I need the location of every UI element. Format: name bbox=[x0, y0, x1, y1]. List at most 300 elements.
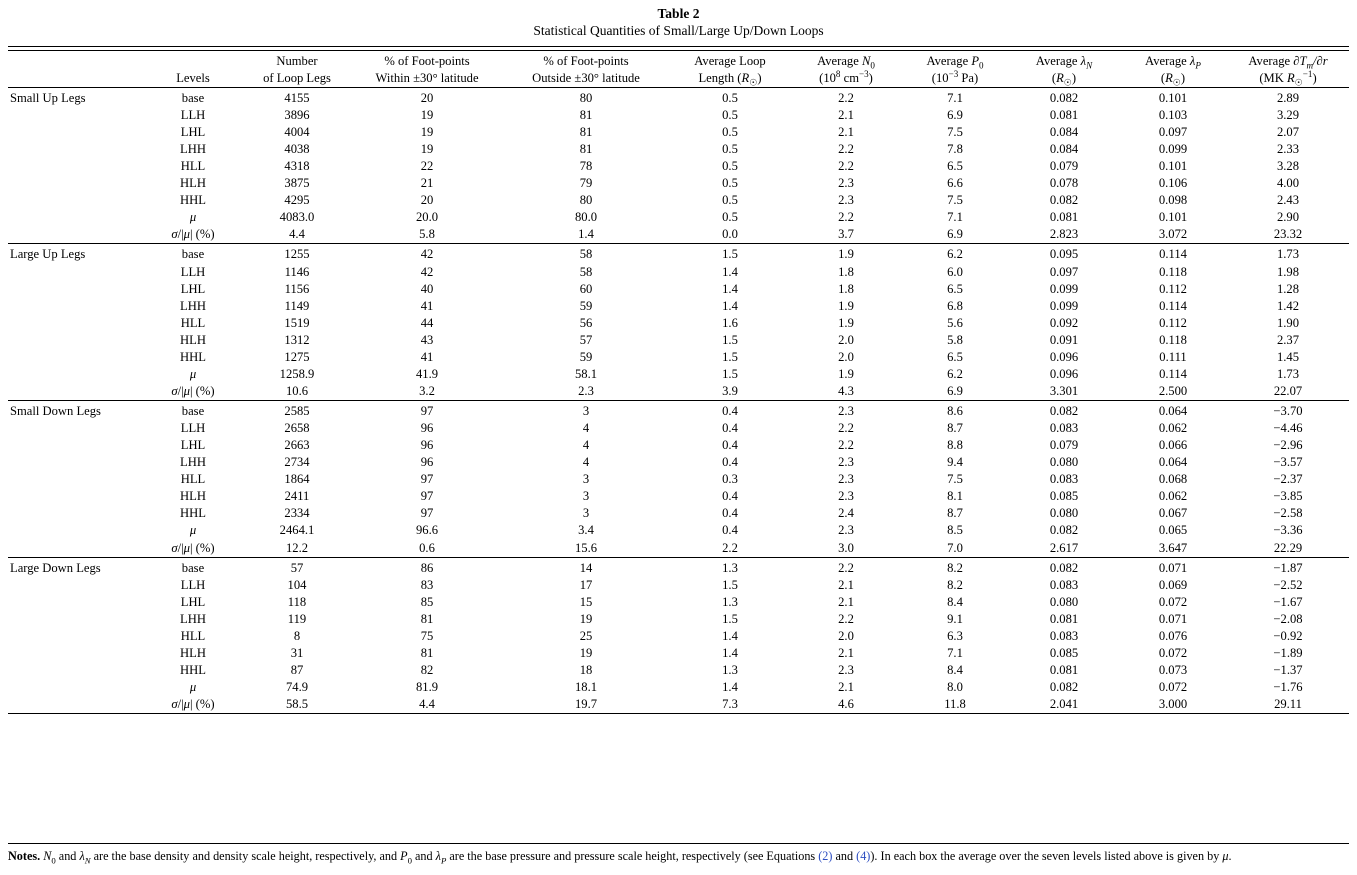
row-group-label bbox=[8, 522, 143, 539]
cell-dtm: 2.07 bbox=[1276, 125, 1300, 139]
cell-p0: 7.1 bbox=[947, 90, 963, 105]
cell-p0: 7.8 bbox=[947, 142, 963, 157]
cell-p0: 6.9 bbox=[947, 227, 963, 242]
cell-n0: 2.3 bbox=[838, 523, 854, 538]
cell-number: 31 bbox=[290, 645, 304, 660]
table-body bbox=[8, 90, 1349, 714]
row-group-label bbox=[8, 226, 143, 244]
header-avg-lambda-p-line2: $(R_☉)$ bbox=[1160, 70, 1186, 88]
equation-link-2[interactable]: (2) bbox=[818, 849, 833, 864]
cell-in30: 19 bbox=[420, 125, 434, 139]
row-group-label bbox=[8, 107, 143, 124]
cell-lamn: 0.084 bbox=[1049, 125, 1079, 139]
cell-lamp: 0.062 bbox=[1158, 421, 1188, 436]
cell-p0: 8.1 bbox=[947, 489, 963, 504]
cell-loop: 0.5 bbox=[722, 176, 738, 191]
cell-out30: 3 bbox=[582, 404, 590, 418]
row-level: LHL bbox=[180, 125, 206, 139]
cell-n0: 2.2 bbox=[838, 210, 854, 225]
cell-p0: 7.5 bbox=[947, 193, 963, 208]
cell-in30: 22 bbox=[420, 159, 434, 174]
row-group-label bbox=[8, 315, 143, 332]
cell-in30: 19 bbox=[420, 142, 434, 157]
cell-out30: 18.1 bbox=[574, 680, 598, 694]
table-row bbox=[8, 209, 1349, 226]
cell-n0: 2.3 bbox=[838, 489, 854, 504]
cell-loop: 0.3 bbox=[722, 472, 738, 487]
statistics-table bbox=[8, 46, 1349, 716]
row-level: σ/|μ| (%) bbox=[171, 383, 215, 398]
cell-out30: 59 bbox=[579, 349, 593, 364]
cell-dtm: −1.37 bbox=[1273, 662, 1303, 677]
cell-number: 1258.9 bbox=[279, 366, 315, 381]
cell-out30: 19 bbox=[579, 611, 593, 626]
header-within30 bbox=[351, 53, 503, 88]
cell-in30: 3.2 bbox=[419, 383, 435, 398]
cell-loop: 0.0 bbox=[722, 227, 738, 242]
cell-lamn: 0.092 bbox=[1049, 315, 1079, 330]
cell-dtm: −2.08 bbox=[1273, 611, 1303, 626]
table-row bbox=[8, 540, 1349, 558]
cell-loop: 0.5 bbox=[722, 193, 738, 208]
cell-out30: 25 bbox=[579, 628, 593, 643]
table-row bbox=[8, 522, 1349, 539]
cell-number: 4038 bbox=[284, 142, 310, 157]
cell-n0: 2.4 bbox=[838, 506, 854, 521]
cell-n0: 2.1 bbox=[838, 107, 854, 122]
cell-lamn: 0.083 bbox=[1049, 628, 1079, 643]
cell-lamp: 0.112 bbox=[1159, 281, 1187, 296]
cell-lamp: 0.101 bbox=[1158, 90, 1188, 105]
table-row bbox=[8, 246, 1349, 263]
cell-dtm: 22.07 bbox=[1273, 383, 1303, 398]
cell-n0: 4.6 bbox=[838, 697, 854, 712]
header-avg-n0 bbox=[791, 53, 901, 88]
cell-loop: 1.4 bbox=[722, 298, 738, 313]
cell-lamn: 0.083 bbox=[1049, 421, 1079, 436]
cell-loop: 7.3 bbox=[722, 697, 738, 712]
table-row bbox=[8, 696, 1349, 714]
cell-lamn: 0.084 bbox=[1049, 142, 1079, 157]
table-row bbox=[8, 679, 1349, 696]
cell-lamn: 2.823 bbox=[1049, 227, 1079, 242]
row-group-label bbox=[8, 645, 143, 662]
cell-loop: 0.5 bbox=[722, 90, 738, 105]
row-level: LHL bbox=[180, 438, 206, 453]
row-level: LLH bbox=[180, 577, 206, 592]
header-avg-p0-line2: ($10^{-3}$ Pa) bbox=[931, 68, 979, 85]
cell-p0: 6.9 bbox=[947, 107, 963, 122]
cell-lamn: 0.080 bbox=[1049, 506, 1079, 521]
table-row bbox=[8, 645, 1349, 662]
cell-in30: 44 bbox=[420, 315, 434, 330]
cell-in30: 82 bbox=[420, 662, 434, 677]
header-levels bbox=[143, 53, 243, 88]
row-group-label bbox=[8, 628, 143, 645]
cell-n0: 4.3 bbox=[838, 383, 854, 398]
cell-in30: 86 bbox=[420, 560, 434, 575]
cell-lamn: 0.079 bbox=[1049, 159, 1079, 174]
cell-out30: 4 bbox=[582, 455, 590, 470]
cell-dtm: −4.46 bbox=[1273, 421, 1303, 436]
row-level: σ/|μ| (%) bbox=[171, 540, 215, 555]
cell-in30: 5.8 bbox=[419, 227, 435, 242]
cell-lamp: 0.112 bbox=[1159, 315, 1187, 330]
cell-in30: 85 bbox=[420, 594, 434, 609]
cell-n0: 1.8 bbox=[838, 281, 854, 296]
header-outside30-line2: Outside ±30° latitude bbox=[532, 70, 640, 85]
cell-lamp: 0.064 bbox=[1158, 404, 1188, 418]
cell-out30: 81 bbox=[579, 142, 593, 157]
cell-number: 3896 bbox=[284, 107, 310, 122]
cell-dtm: 2.43 bbox=[1276, 193, 1300, 208]
cell-number: 1255 bbox=[284, 247, 310, 262]
row-group-label bbox=[8, 366, 143, 383]
cell-out30: 58 bbox=[579, 264, 593, 279]
cell-lamp: 2.500 bbox=[1158, 383, 1188, 398]
row-level: μ bbox=[189, 210, 197, 225]
cell-in30: 81 bbox=[420, 611, 434, 626]
cell-lamp: 0.111 bbox=[1159, 349, 1187, 364]
cell-lamp: 0.072 bbox=[1158, 680, 1188, 694]
cell-dtm: 23.32 bbox=[1273, 227, 1303, 242]
cell-p0: 11.8 bbox=[944, 697, 966, 712]
cell-out30: 78 bbox=[579, 159, 593, 174]
cell-lamn: 0.078 bbox=[1049, 176, 1079, 191]
cell-p0: 6.2 bbox=[947, 247, 963, 262]
cell-in30: 96 bbox=[420, 438, 434, 453]
header-loop-length bbox=[669, 53, 791, 88]
table-row bbox=[8, 349, 1349, 366]
cell-number: 1275 bbox=[284, 349, 310, 364]
cell-p0: 8.2 bbox=[947, 577, 963, 592]
cell-loop: 0.4 bbox=[722, 489, 738, 504]
cell-p0: 9.1 bbox=[947, 611, 963, 626]
table-notes bbox=[8, 843, 1349, 865]
cell-loop: 0.5 bbox=[722, 125, 738, 139]
cell-lamp: 0.066 bbox=[1158, 438, 1188, 453]
cell-number: 2464.1 bbox=[279, 523, 315, 538]
cell-n0: 3.7 bbox=[838, 227, 854, 242]
cell-lamp: 0.099 bbox=[1158, 142, 1188, 157]
cell-out30: 3.4 bbox=[578, 523, 594, 538]
row-group-label bbox=[8, 505, 143, 522]
cell-dtm: 2.37 bbox=[1276, 332, 1300, 347]
cell-in30: 96 bbox=[420, 455, 434, 470]
row-group-label bbox=[8, 158, 143, 175]
row-level: HLL bbox=[180, 315, 206, 330]
header-avg-p0 bbox=[901, 53, 1009, 88]
cell-loop: 1.5 bbox=[722, 247, 738, 262]
cell-lamn: 0.082 bbox=[1049, 560, 1079, 575]
cell-p0: 7.1 bbox=[947, 645, 963, 660]
cell-number: 74.9 bbox=[285, 680, 309, 694]
cell-number: 4.4 bbox=[289, 227, 305, 242]
cell-dtm: 3.29 bbox=[1276, 107, 1300, 122]
row-group-label: Small Up Legs bbox=[10, 90, 86, 105]
cell-lamn: 0.080 bbox=[1049, 455, 1079, 470]
row-level: μ bbox=[189, 680, 197, 694]
cell-out30: 58.1 bbox=[574, 366, 598, 381]
header-levels-line1: Levels bbox=[176, 70, 210, 85]
header-loop-length-line1: Average Loop bbox=[694, 53, 766, 68]
notes-body: $N_0$ and $\lambda_N$ are the base density and density scale height, respectively, and $P_0$ and $\lambda_P$ are the base pressure and pressure scale height, respectively (see Equations (2) and (4)). In each box the average over the seven levels listed above is given by μ. bbox=[43, 849, 1232, 866]
cell-n0: 2.2 bbox=[838, 90, 854, 105]
table-row bbox=[8, 662, 1349, 679]
table-row bbox=[8, 383, 1349, 401]
cell-p0: 8.7 bbox=[947, 506, 963, 521]
cell-loop: 2.2 bbox=[722, 540, 738, 555]
cell-out30: 4 bbox=[582, 438, 590, 453]
cell-loop: 0.4 bbox=[722, 455, 738, 470]
cell-p0: 7.1 bbox=[947, 210, 963, 225]
table-row bbox=[8, 107, 1349, 124]
cell-lamn: 0.096 bbox=[1049, 366, 1079, 381]
cell-loop: 1.4 bbox=[722, 264, 738, 279]
header-avg-lambda-p-line1: Average $\lambda_P$ bbox=[1145, 53, 1201, 71]
row-level: LLH bbox=[180, 264, 206, 279]
cell-loop: 0.4 bbox=[722, 523, 738, 538]
cell-lamn: 0.095 bbox=[1049, 247, 1079, 262]
cell-loop: 0.5 bbox=[722, 159, 738, 174]
row-group-label bbox=[8, 124, 143, 141]
table-row bbox=[8, 124, 1349, 141]
cell-lamn: 0.082 bbox=[1049, 404, 1079, 418]
header-avg-lambda-p bbox=[1119, 53, 1227, 88]
cell-n0: 2.3 bbox=[838, 404, 854, 418]
cell-lamp: 0.062 bbox=[1158, 489, 1188, 504]
row-level: LLH bbox=[180, 421, 206, 436]
row-level: HLH bbox=[180, 176, 206, 191]
cell-lamp: 0.101 bbox=[1158, 159, 1188, 174]
cell-dtm: −3.85 bbox=[1273, 489, 1303, 504]
cell-loop: 1.5 bbox=[722, 577, 738, 592]
cell-lamp: 3.072 bbox=[1158, 227, 1188, 242]
cell-n0: 1.8 bbox=[838, 264, 854, 279]
cell-lamn: 0.079 bbox=[1049, 438, 1079, 453]
table-row bbox=[8, 628, 1349, 645]
cell-n0: 2.3 bbox=[838, 176, 854, 191]
cell-p0: 6.6 bbox=[947, 176, 963, 191]
cell-out30: 56 bbox=[579, 315, 593, 330]
cell-n0: 2.2 bbox=[838, 560, 854, 575]
cell-out30: 80 bbox=[579, 193, 593, 208]
cell-p0: 8.2 bbox=[947, 560, 963, 575]
cell-in30: 96.6 bbox=[415, 523, 439, 538]
cell-number: 87 bbox=[290, 662, 304, 677]
cell-loop: 1.4 bbox=[722, 645, 738, 660]
cell-n0: 1.9 bbox=[838, 247, 854, 262]
cell-lamn: 0.081 bbox=[1049, 107, 1079, 122]
cell-dtm: 29.11 bbox=[1274, 697, 1302, 712]
cell-out30: 79 bbox=[579, 176, 593, 191]
cell-number: 1864 bbox=[284, 472, 310, 487]
cell-dtm: 1.42 bbox=[1276, 298, 1300, 313]
header-outside30 bbox=[503, 53, 669, 88]
cell-lamn: 0.081 bbox=[1049, 611, 1079, 626]
cell-dtm: 4.00 bbox=[1276, 176, 1300, 191]
cell-in30: 97 bbox=[420, 472, 434, 487]
cell-loop: 0.5 bbox=[722, 210, 738, 225]
cell-out30: 3 bbox=[582, 506, 590, 521]
cell-lamn: 0.083 bbox=[1049, 577, 1079, 592]
cell-number: 118 bbox=[287, 594, 307, 609]
row-group-label bbox=[8, 437, 143, 454]
cell-out30: 2.3 bbox=[578, 383, 594, 398]
cell-in30: 81.9 bbox=[415, 680, 439, 694]
cell-lamp: 0.068 bbox=[1158, 472, 1188, 487]
table-row bbox=[8, 420, 1349, 437]
table-row bbox=[8, 471, 1349, 488]
cell-p0: 5.8 bbox=[947, 332, 963, 347]
cell-p0: 8.5 bbox=[947, 523, 963, 538]
row-level: LHH bbox=[180, 455, 206, 470]
cell-dtm: 1.45 bbox=[1276, 349, 1300, 364]
row-group-label bbox=[8, 332, 143, 349]
row-level: HLL bbox=[180, 159, 206, 174]
row-group-label bbox=[8, 420, 143, 437]
cell-number: 2585 bbox=[284, 404, 310, 418]
table-row bbox=[8, 437, 1349, 454]
cell-lamp: 0.072 bbox=[1158, 645, 1188, 660]
cell-number: 2663 bbox=[284, 438, 310, 453]
cell-loop: 1.5 bbox=[722, 349, 738, 364]
cell-p0: 8.6 bbox=[947, 404, 963, 418]
row-group-label bbox=[8, 471, 143, 488]
row-group-label bbox=[8, 298, 143, 315]
cell-in30: 96 bbox=[420, 421, 434, 436]
header-number bbox=[243, 53, 351, 88]
cell-in30: 97 bbox=[420, 489, 434, 504]
cell-n0: 2.0 bbox=[838, 349, 854, 364]
header-blank bbox=[8, 53, 143, 88]
cell-loop: 1.3 bbox=[722, 560, 738, 575]
row-group-label: Small Down Legs bbox=[10, 404, 101, 418]
row-level: HHL bbox=[180, 349, 206, 364]
row-group-label bbox=[8, 141, 143, 158]
cell-lamp: 3.000 bbox=[1158, 697, 1188, 712]
cell-n0: 2.1 bbox=[838, 577, 854, 592]
cell-lamn: 0.091 bbox=[1049, 332, 1079, 347]
cell-dtm: 3.28 bbox=[1276, 159, 1300, 174]
cell-p0: 8.0 bbox=[947, 680, 963, 694]
cell-n0: 2.3 bbox=[838, 662, 854, 677]
cell-out30: 17 bbox=[579, 577, 593, 592]
cell-lamn: 0.096 bbox=[1049, 349, 1079, 364]
cell-p0: 6.8 bbox=[947, 298, 963, 313]
cell-in30: 20 bbox=[420, 90, 434, 105]
cell-number: 12.2 bbox=[285, 540, 309, 555]
cell-lamp: 0.118 bbox=[1159, 264, 1187, 279]
cell-out30: 14 bbox=[579, 560, 593, 575]
cell-dtm: −3.70 bbox=[1273, 404, 1303, 418]
cell-p0: 8.4 bbox=[947, 662, 963, 677]
cell-lamn: 0.082 bbox=[1049, 90, 1079, 105]
row-level: HLH bbox=[180, 645, 206, 660]
cell-lamp: 0.118 bbox=[1159, 332, 1187, 347]
header-avg-dtm-dr-line1: Average $\partial T_m/\partial r$ bbox=[1248, 53, 1328, 71]
cell-loop: 0.4 bbox=[722, 421, 738, 436]
cell-out30: 80.0 bbox=[574, 210, 598, 225]
cell-loop: 1.5 bbox=[722, 366, 738, 381]
cell-number: 10.6 bbox=[285, 383, 309, 398]
cell-in30: 81 bbox=[420, 645, 434, 660]
header-avg-dtm-dr-line2: (MK $R_☉^{-1}$) bbox=[1259, 68, 1317, 88]
table-row bbox=[8, 560, 1349, 577]
table-row bbox=[8, 315, 1349, 332]
cell-out30: 80 bbox=[579, 90, 593, 105]
cell-number: 1156 bbox=[284, 281, 310, 296]
row-group-label bbox=[8, 192, 143, 209]
cell-dtm: 1.73 bbox=[1276, 247, 1300, 262]
header-within30-line1: % of Foot-points bbox=[384, 53, 470, 68]
notes-label: Notes. bbox=[8, 849, 41, 864]
cell-p0: 6.9 bbox=[947, 383, 963, 398]
header-avg-lambda-n-line2: $(R_☉)$ bbox=[1051, 70, 1077, 88]
cell-lamn: 0.081 bbox=[1049, 662, 1079, 677]
table-row bbox=[8, 611, 1349, 628]
cell-p0: 9.4 bbox=[947, 455, 963, 470]
table-row bbox=[8, 141, 1349, 158]
cell-number: 4083.0 bbox=[279, 210, 315, 225]
cell-p0: 7.0 bbox=[947, 540, 963, 555]
cell-number: 1149 bbox=[284, 298, 310, 313]
cell-lamp: 0.067 bbox=[1158, 506, 1188, 521]
cell-out30: 19 bbox=[579, 645, 593, 660]
cell-n0: 2.1 bbox=[838, 594, 854, 609]
cell-out30: 3 bbox=[582, 489, 590, 504]
cell-number: 4295 bbox=[284, 193, 310, 208]
cell-lamp: 0.114 bbox=[1159, 247, 1187, 262]
cell-p0: 8.4 bbox=[947, 594, 963, 609]
cell-in30: 41 bbox=[420, 298, 434, 313]
table-title: Statistical Quantities of Small/Large Up/Down Loops bbox=[533, 22, 824, 38]
header-loop-length-line2: Length $(R_☉)$ bbox=[698, 70, 762, 88]
cell-number: 2334 bbox=[284, 506, 310, 521]
notes-text bbox=[8, 849, 1232, 866]
cell-number: 104 bbox=[287, 577, 307, 592]
cell-lamn: 0.082 bbox=[1049, 523, 1079, 538]
row-group-label bbox=[8, 594, 143, 611]
row-group-label bbox=[8, 349, 143, 366]
row-level: μ bbox=[189, 366, 197, 381]
table-row bbox=[8, 192, 1349, 209]
equation-link-4[interactable]: (4) bbox=[856, 849, 871, 864]
cell-dtm: 2.89 bbox=[1276, 90, 1300, 105]
cell-dtm: −1.89 bbox=[1273, 645, 1303, 660]
row-group-label bbox=[8, 540, 143, 558]
cell-lamn: 0.083 bbox=[1049, 472, 1079, 487]
row-level: LHH bbox=[180, 142, 206, 157]
cell-out30: 4 bbox=[582, 421, 590, 436]
cell-number: 2411 bbox=[284, 489, 310, 504]
cell-n0: 2.2 bbox=[838, 159, 854, 174]
cell-in30: 21 bbox=[420, 176, 434, 191]
cell-p0: 6.3 bbox=[947, 628, 963, 643]
cell-n0: 2.1 bbox=[838, 645, 854, 660]
cell-in30: 42 bbox=[420, 247, 434, 262]
cell-dtm: −2.37 bbox=[1273, 472, 1303, 487]
row-level: HLH bbox=[180, 332, 206, 347]
cell-number: 57 bbox=[290, 560, 304, 575]
table-row bbox=[8, 90, 1349, 107]
cell-p0: 6.5 bbox=[947, 159, 963, 174]
cell-lamp: 0.114 bbox=[1159, 298, 1187, 313]
cell-n0: 2.0 bbox=[838, 628, 854, 643]
cell-out30: 60 bbox=[579, 281, 593, 296]
table-row bbox=[8, 403, 1349, 420]
cell-lamp: 0.106 bbox=[1158, 176, 1188, 191]
